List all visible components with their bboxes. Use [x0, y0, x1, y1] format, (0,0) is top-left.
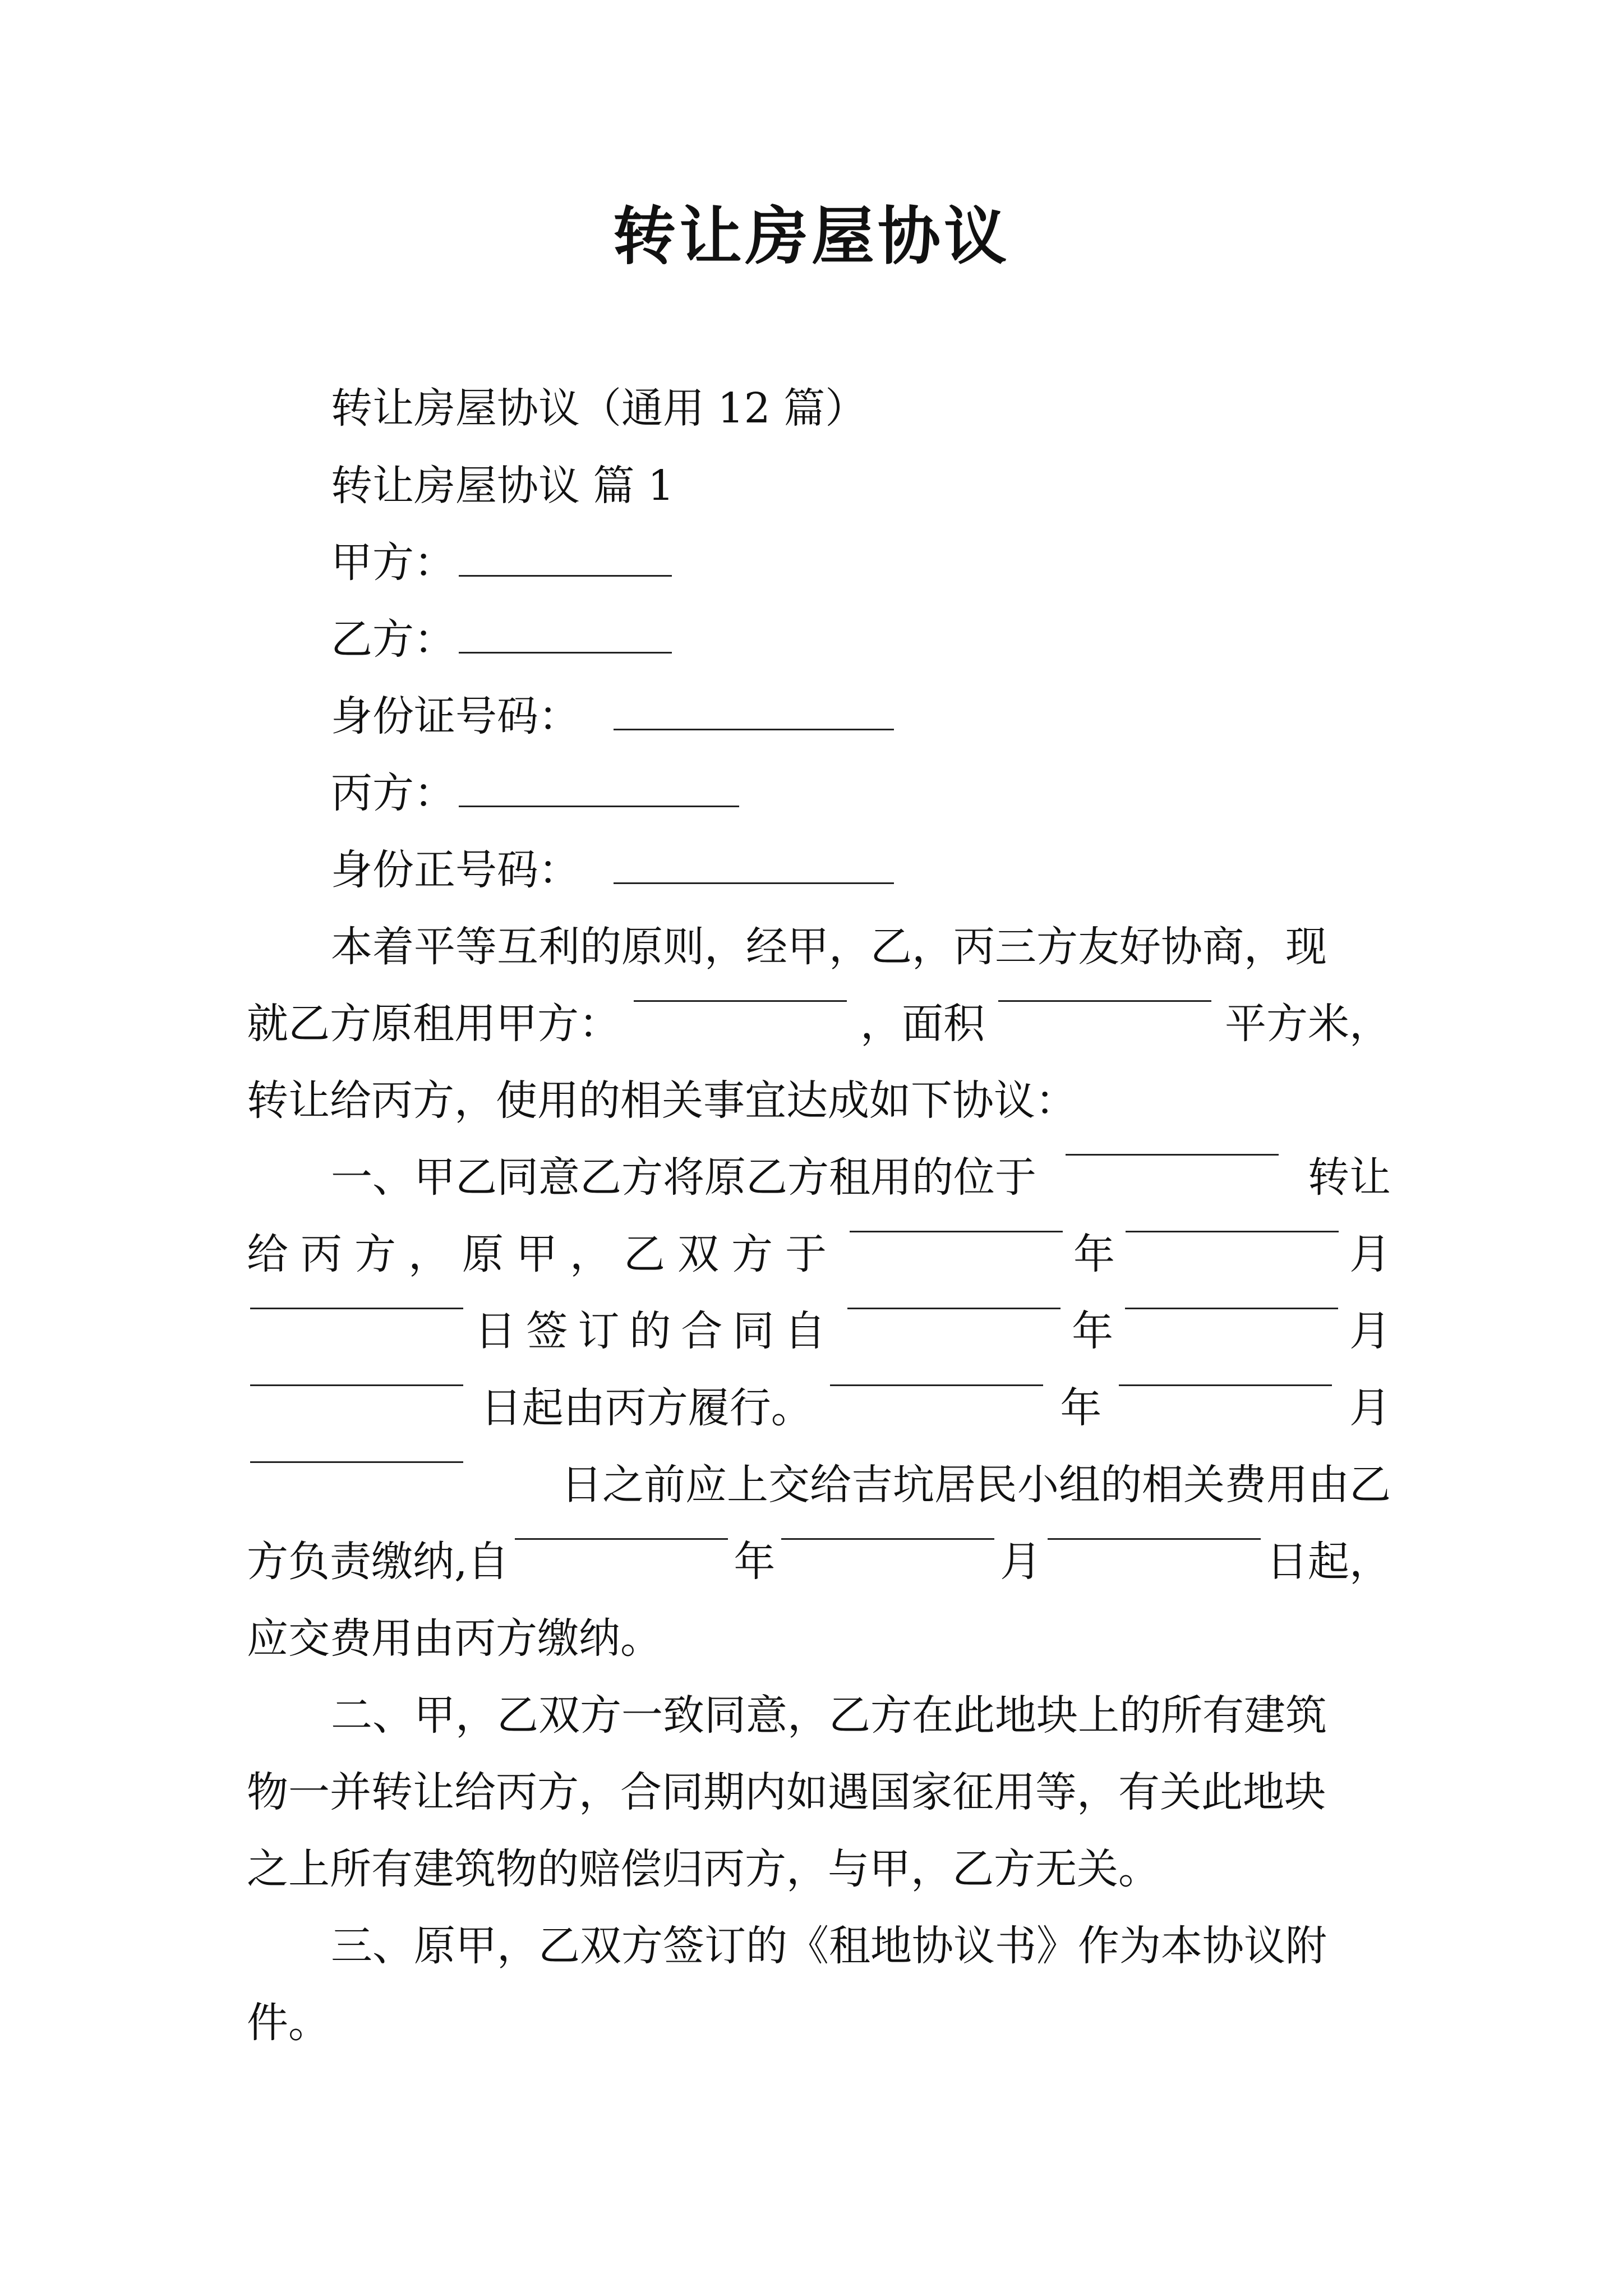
para2-blank-5 — [847, 1304, 1061, 1309]
para2-text-6a: 方负责缴纳,自 — [247, 1538, 509, 1586]
para2-blank-12 — [781, 1535, 994, 1540]
party-b-field — [331, 613, 675, 666]
para2-month-4: 月 — [1000, 1538, 1042, 1586]
para2-text-6d: 日起， — [1266, 1538, 1391, 1586]
para2-month-1: 月 — [1349, 1230, 1391, 1278]
id-number-label-2: 身份正号码： — [331, 846, 580, 894]
para3-line2 — [247, 1765, 1391, 1819]
id-number-field-2 — [331, 843, 897, 897]
para2-line6 — [247, 1535, 1391, 1589]
party-a-blank — [459, 572, 672, 577]
para2-blank-7 — [250, 1381, 463, 1386]
para2-year-1: 年 — [1073, 1230, 1115, 1278]
para1-text-2a: 就乙方原租用甲方： — [247, 1000, 620, 1048]
para2-blank-10 — [250, 1458, 463, 1463]
para2-blank-4 — [250, 1304, 463, 1309]
para2-line3 — [247, 1304, 1391, 1358]
para2-line4 — [247, 1381, 1391, 1435]
para2-text-1b: 转让 — [1308, 1153, 1391, 1202]
para3-text-2: 物一并转让给丙方，合同期内如遇国家征用等，有关此地块 — [247, 1768, 1326, 1816]
para4-line2: 件。 — [247, 1999, 330, 2047]
para2-year-3: 年 — [1060, 1384, 1102, 1432]
para1-text-2b: ，面积 — [860, 1000, 985, 1048]
party-b-blank — [459, 648, 672, 654]
id-number-blank-2 — [614, 879, 894, 884]
para4-line1 — [331, 1919, 1391, 1973]
party-a-label: 甲方： — [331, 539, 455, 587]
para2-text-2a: 给丙方，原甲，乙双方于 — [247, 1230, 839, 1278]
para2-text-5a: 日之前应上交给吉坑居民小组的相关费用由乙 — [561, 1461, 1391, 1509]
para2-month-3: 月 — [1349, 1384, 1391, 1432]
para2-year-2: 年 — [1072, 1307, 1114, 1355]
para1-line3: 转让给丙方，使用的相关事宜达成如下协议： — [247, 1076, 1077, 1125]
para2-blank-1 — [1066, 1151, 1279, 1156]
party-b-label: 乙方： — [331, 615, 455, 664]
para3-text-1: 二、甲，乙双方一致同意，乙方在此地块上的所有建筑 — [331, 1691, 1327, 1740]
para2-text-1a: 一、甲乙同意乙方将原乙方租用的位于 — [331, 1153, 1036, 1202]
id-number-field — [331, 689, 897, 743]
party-a-field — [331, 536, 675, 590]
para1-text-2c: 平方米， — [1225, 1000, 1391, 1048]
para4-text-1: 三、原甲，乙双方签订的《租地协议书》作为本协议附 — [331, 1922, 1327, 1970]
party-c-blank — [459, 802, 739, 807]
para2-line2 — [247, 1227, 1391, 1281]
para2-blank-9 — [1119, 1381, 1332, 1386]
para1-line1 — [331, 920, 1391, 974]
id-number-label: 身份证号码： — [331, 692, 580, 740]
para1-text-1: 本着平等互利的原则，经甲，乙，丙三方友好协商，现 — [331, 923, 1327, 971]
para2-month-2: 月 — [1349, 1307, 1391, 1355]
document-title: 转让房屋协议 — [613, 200, 1010, 273]
para2-line1 — [331, 1151, 1391, 1204]
para2-blank-8 — [830, 1381, 1043, 1386]
para2-year-4: 年 — [734, 1538, 776, 1586]
para1-blank-1 — [634, 997, 847, 1002]
para3-line3: 之上所有建筑物的赔偿归丙方，与甲，乙方无关。 — [247, 1845, 1160, 1893]
document-subtitle: 转让房屋协议（通用 12 篇） — [331, 384, 867, 432]
para2-blank-11 — [515, 1535, 728, 1540]
para2-line5 — [247, 1458, 1391, 1512]
party-c-label: 丙方： — [331, 769, 455, 817]
para2-blank-6 — [1125, 1304, 1338, 1309]
para2-blank-2 — [850, 1227, 1063, 1232]
para2-blank-3 — [1126, 1227, 1339, 1232]
chapter-heading: 转让房屋协议 篇 1 — [331, 462, 675, 510]
para2-text-3a: 日签订的合同自 — [474, 1307, 836, 1355]
para1-line2 — [247, 997, 1391, 1051]
para2-text-4a: 日起由丙方履行。 — [480, 1384, 813, 1432]
para1-blank-2 — [998, 997, 1211, 1002]
party-c-field — [331, 766, 743, 820]
para3-line1 — [331, 1688, 1391, 1742]
para2-blank-13 — [1048, 1535, 1261, 1540]
para2-line7: 应交费用由丙方缴纳。 — [247, 1614, 662, 1663]
id-number-blank — [614, 725, 894, 730]
